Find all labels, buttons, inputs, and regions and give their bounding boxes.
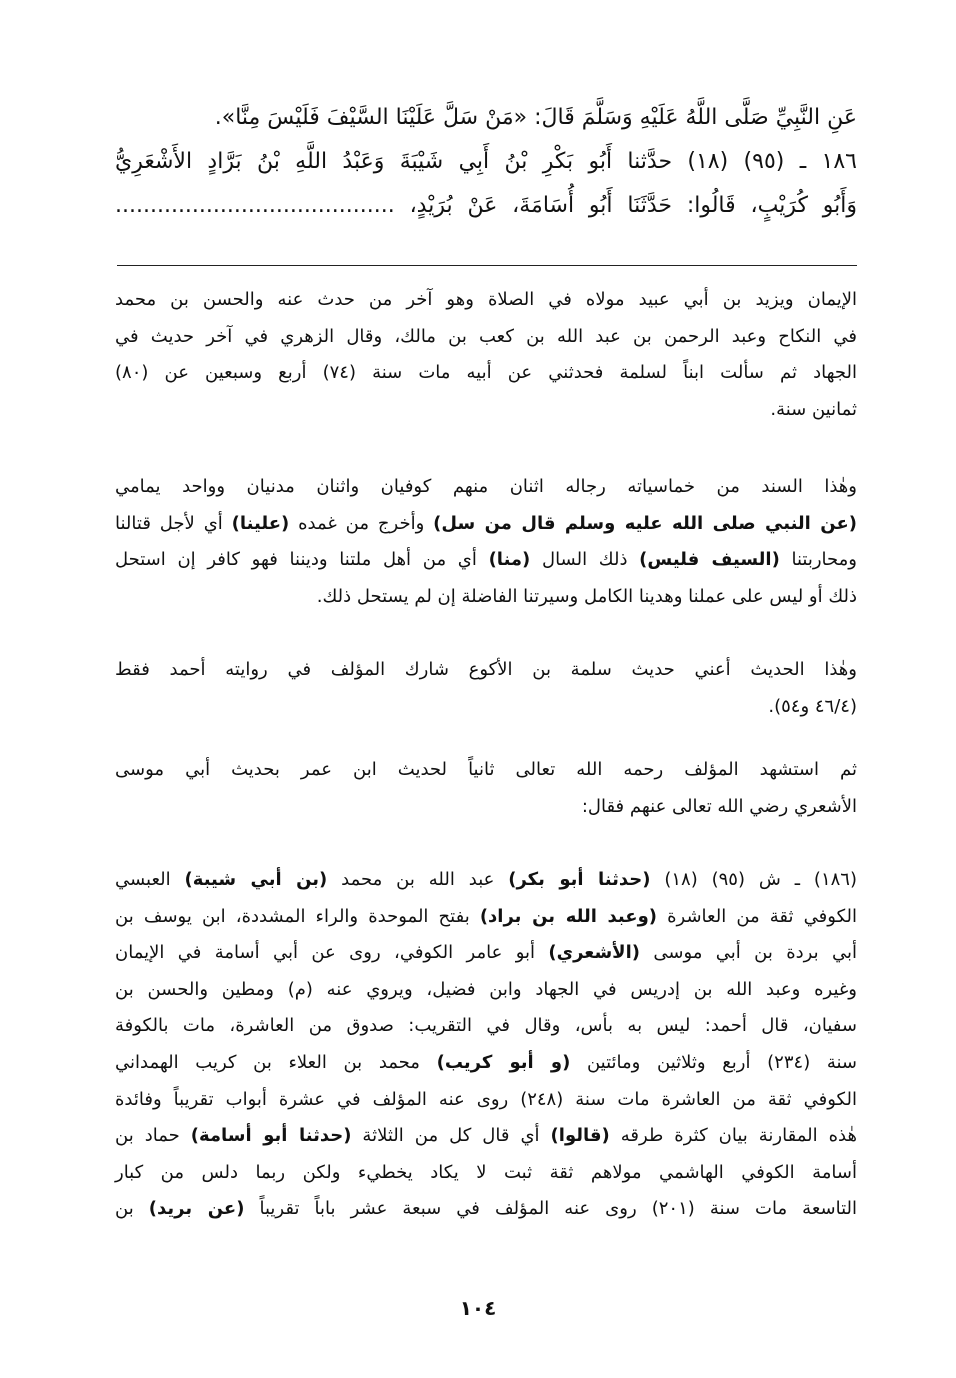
text-segment: أبو عامر الكوفي، روى عن أبي أسامة في الإيمان (115, 942, 549, 964)
text-line (115, 689, 857, 726)
text-segment: أي قال كل من الثلاثة (351, 1125, 551, 1147)
text-segment: التاسعة مات سنة (٢٠١) روى عنه المؤلف في سبعة عشر باباً تقريباً (244, 1198, 857, 1220)
text-line (115, 1155, 857, 1192)
text-line (115, 469, 857, 506)
bold-quote: (عن بريد) (148, 1198, 245, 1220)
commentary-paragraph (115, 862, 857, 1228)
text-line (115, 1008, 857, 1045)
bold-quote: (عن النبي صلى الله عليه وسلم قال من سل) (433, 512, 857, 534)
text-line (115, 1045, 857, 1082)
text-segment: وأخرج من غمده (289, 512, 434, 534)
text-segment: بن (115, 1198, 149, 1220)
bold-quote: (حدثنا أبو بكر) (508, 869, 651, 890)
commentary-paragraph (115, 469, 857, 615)
text-line (115, 355, 857, 392)
text-segment: أبي بردة بن أبي موسى (639, 942, 857, 964)
text-line (115, 752, 857, 789)
text-segment: (٤٦/٤ و٥٤). (768, 695, 857, 717)
text-line (115, 140, 857, 184)
text-segment: سفيان، قال أحمد: ليس به بأس، وقال في التقريب: صدوق من العاشرة، مات بالكوفة (115, 1015, 857, 1037)
commentary-paragraph (115, 652, 857, 725)
text-line (115, 789, 857, 826)
text-line (115, 862, 857, 899)
text-segment: العبسي (115, 869, 185, 890)
text-line (115, 1118, 857, 1155)
text-segment: سنة (٢٣٤) أربع وثلاثين ومائتين (570, 1051, 858, 1073)
page-number: ١٠٤ (459, 1296, 497, 1320)
text-line (115, 184, 857, 228)
text-segment: الأشعري رضي الله تعالى عنهم فقال: (581, 795, 857, 817)
text-segment: أي من أهل ملتنا وديننا فهو كافر إن استحل (115, 549, 489, 571)
bold-quote: (منا) (488, 549, 531, 571)
text-segment: عَنِ النَّبِيِّ صَلَّى اللَّهُ عَلَيْهِ وَسَلَّمَ قَالَ: «مَنْ سَلَّ عَلَيْنَا السَّيْفَ فَلَيْسَ مِنَّا». (214, 105, 857, 130)
bold-quote: (حدثنا أبو أسامة) (190, 1125, 352, 1147)
hadith-text (115, 96, 857, 228)
text-segment: أي لأجل قتالنا (115, 512, 232, 534)
text-segment: ثم استشهد المؤلف رحمه الله تعالى ثانياً لحديث ابن عمر بحديث أبي موسى (115, 759, 857, 780)
text-segment: بفتح الموحدة والراء المشددة، ابن يوسف بن (115, 905, 480, 927)
text-segment: حماد بن (115, 1125, 191, 1147)
text-line (115, 542, 857, 579)
text-segment: ذلك أو ليس على عملنا وهدينا الكامل وسيرتنا الفاضلة إن لم يستحل ذلك. (316, 585, 857, 607)
text-segment: هٰذه المقارنة بيان كثرة طرقه (609, 1125, 857, 1147)
text-line (115, 652, 857, 689)
text-segment: في النكاح وعبد الرحمن بن عبد الله بن كعب بن مالك، وقال الزهري في آخر حديث في (115, 325, 857, 347)
bold-quote: (الأشعري) (548, 942, 640, 964)
text-segment: وهٰذا الحديث أعني حديث سلمة بن الأكوع شارك المؤلف في روايته أحمد فقط (115, 659, 857, 680)
text-segment: ومحاربتنا (779, 549, 857, 571)
text-segment: وغيره وعبد الله بن إدريس في الجهاد وابن فضيل، ويروي عنه (م) ومطين والحسن بن (115, 978, 857, 1000)
text-segment: وهٰذا السند من خماسياته رجاله اثنان منهم كوفيان واثنان مدنيان وواحد يمامي (115, 476, 857, 497)
text-segment: ١٨٦ ـ (٩٥) (١٨) حدَّثنا أَبُو بَكْرِ بْنُ أَبِي شَيْبَةَ وَعَبْدُ اللَّهِ بْنُ بَرَّادٍ الأَشْعَرِيُّ (115, 149, 857, 174)
text-segment: وَأَبُو كُرَيْبٍ، قَالُوا: حَدَّثَنَا أَبُو أُسَامَةَ، عَنْ بُرَيْدٍ، ........................................ (115, 193, 857, 218)
text-line (115, 506, 857, 543)
text-segment: ذلك السال (530, 549, 640, 571)
text-line (115, 1191, 857, 1228)
text-line (115, 96, 857, 140)
bold-quote: (السيف فليس) (639, 549, 780, 571)
text-segment: الإيمان ويزيد بن أبي عبيد مولاه في الصلاة وهو آخر من حدث عنه والحسن بن محمد (115, 289, 857, 310)
bold-quote: (بن أبي شيبة) (184, 869, 328, 890)
text-line (115, 899, 857, 936)
text-segment: (١٨٦) ـ ش (٩٥) (١٨) (650, 869, 857, 890)
text-line (115, 319, 857, 356)
text-line (115, 935, 857, 972)
text-segment: الكوفي ثقة من العاشرة (657, 905, 857, 927)
text-line (115, 282, 857, 319)
text-segment: عبد الله بن محمد (327, 869, 509, 890)
text-line (115, 579, 857, 616)
footnote-divider (117, 265, 857, 266)
commentary-paragraph (115, 282, 857, 428)
bold-quote: (علينا) (231, 512, 290, 534)
bold-quote: (و أبو كريب) (436, 1051, 571, 1073)
text-line (115, 392, 857, 429)
text-segment: ثمانين سنة. (770, 398, 857, 420)
text-line (115, 1082, 857, 1119)
text-segment: محمد بن العلاء بن كريب الهمداني (115, 1051, 437, 1073)
text-segment: الجهاد ثم سألت ابناً لسلمة فحدثني عن أبيه مات سنة (٧٤) أربع وسبعين عن (٨٠) (115, 362, 857, 384)
commentary-paragraph (115, 752, 857, 825)
bold-quote: (وعبد الله بن براد) (479, 905, 657, 927)
bold-quote: (قالوا) (550, 1125, 610, 1147)
text-segment: الكوفي ثقة من العاشرة مات سنة (٢٤٨) روى عنه المؤلف في عشرة أبواب تقريباً وفائدة (115, 1088, 857, 1110)
text-segment: أسامة الكوفي الهاشمي مولاهم ثقة ثبت لا يكاد يخطيء ولكن ربما دلس من كبار (115, 1161, 857, 1183)
text-line (115, 972, 857, 1009)
